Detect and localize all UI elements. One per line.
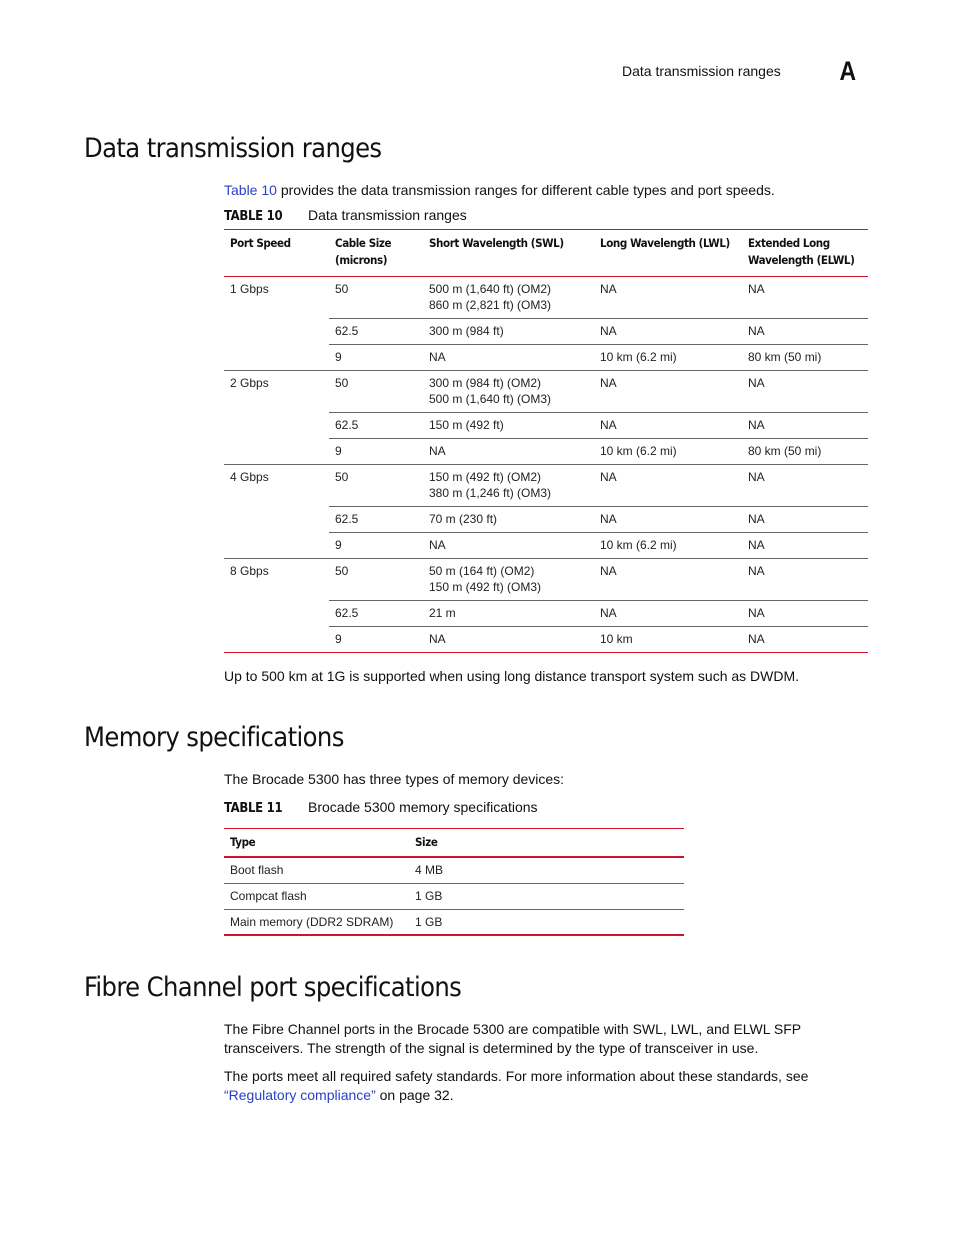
table-row [224,857,684,883]
port-speed-cell: 8 Gbps [230,564,269,578]
port-speed-cell [224,627,329,653]
swl-cell [423,277,594,319]
lwl-cell: NA [594,507,742,533]
running-header: Data transmission ranges [622,63,781,79]
port-speed-cell [224,413,329,439]
section-heading-data-transmission: Data transmission ranges [84,133,382,164]
column-header: Size [415,835,438,849]
port-speed-cell [224,439,329,465]
port-speed-cell [224,319,329,345]
memory-size-cell: 1 GB [415,914,443,929]
swl-line: 150 m (492 ft) (OM2) [429,470,542,484]
port-speed-cell [224,533,329,559]
elwl-cell: NA [742,601,868,627]
column-header: Short Wavelength (SWL) [429,236,564,250]
memory-intro: The Brocade 5300 has three types of memory devices: [224,771,565,787]
swl-cell: NA [423,345,594,371]
table11-title: Brocade 5300 memory specifications [308,799,538,815]
elwl-cell: NA [742,277,868,319]
lwl-cell: NA [594,371,742,413]
section-heading-memory-specifications: Memory specifications [84,722,344,753]
table10-link[interactable]: Table 10 [224,182,277,198]
fibre-channel-para1: The Fibre Channel ports in the Brocade 5300 are compatible with SWL, LWL, and ELWL SFP transceivers. The strength of the signal is determined by the type of transceiver in use. [224,1021,801,1056]
elwl-cell: NA [742,507,868,533]
elwl-cell: NA [742,559,868,601]
lwl-cell: NA [594,277,742,319]
appendix-letter: A [839,56,857,86]
table11-body [224,857,684,935]
cable-size-cell: 62.5 [329,507,423,533]
memory-spec-table [224,828,684,936]
port-speed-cell: 2 Gbps [230,376,269,390]
table-row [224,627,868,653]
swl-line: 500 m (1,640 ft) (OM3) [429,392,552,406]
table-row [224,909,684,935]
lwl-cell: 10 km (6.2 mi) [594,533,742,559]
cable-size-cell: 62.5 [329,319,423,345]
memory-size-cell: 1 GB [409,883,684,909]
column-header: Extended Long Wavelength (ELWL) [748,236,855,267]
elwl-cell: NA [742,319,868,345]
table-row [224,371,868,413]
column-header: Long Wavelength (LWL) [600,236,730,250]
port-speed-cell: 4 Gbps [230,470,269,484]
cable-size-cell: 50 [329,277,423,319]
cable-size-cell: 62.5 [329,413,423,439]
table-row [224,507,868,533]
long-distance-note: Up to 500 km at 1G is supported when using long distance transport system such as DWDM. [224,668,800,684]
cable-size-cell: 9 [329,439,423,465]
swl-cell [423,371,594,413]
swl-line: 380 m (1,246 ft) (OM3) [429,486,552,500]
swl-line: 860 m (2,821 ft) (OM3) [429,298,552,312]
table-header-row [224,829,684,858]
cable-size-cell: 50 [329,371,423,413]
section-heading-fibre-channel: Fibre Channel port specifications [84,972,462,1003]
swl-cell [423,465,594,507]
cable-size-cell: 50 [329,465,423,507]
table-row [224,345,868,371]
lwl-cell: 10 km [600,632,633,646]
table-row [224,883,684,909]
table-row [224,465,868,507]
swl-line: 50 m (164 ft) (OM2) [429,564,535,578]
cable-size-cell: 62.5 [329,601,423,627]
swl-cell: NA [429,632,446,646]
elwl-cell: NA [742,371,868,413]
elwl-cell: NA [748,632,765,646]
swl-line: 500 m (1,640 ft) (OM2) [429,282,552,296]
port-speed-cell [224,601,329,627]
table-row [224,277,868,319]
memory-type-cell: Boot flash [224,857,409,883]
data-transmission-table [224,229,868,653]
table10-intro-text: provides the data transmission ranges for different cable types and port speeds. [276,182,775,198]
lwl-cell: 10 km (6.2 mi) [594,439,742,465]
elwl-cell: NA [742,465,868,507]
elwl-cell: 80 km (50 mi) [742,439,868,465]
swl-cell: NA [423,533,594,559]
elwl-cell: NA [742,413,868,439]
table10-intro [224,181,864,200]
table-row [224,559,868,601]
cable-size-cell: 9 [335,632,342,646]
elwl-cell: NA [742,533,868,559]
table-row [224,439,868,465]
table10-body [224,277,868,653]
regulatory-compliance-link[interactable]: “Regulatory compliance” [224,1087,376,1103]
port-speed-cell: 1 Gbps [230,282,269,296]
para2-rest: on page 32. [375,1087,454,1103]
lwl-cell: NA [594,465,742,507]
table-row [224,533,868,559]
table-header-row [224,230,868,277]
table11-number: TABLE 11 [224,801,283,816]
cable-size-cell: 9 [329,533,423,559]
table11-caption [224,799,538,816]
swl-line: 150 m (492 ft) (OM3) [429,580,542,594]
fibre-channel-para2 [224,1067,854,1105]
swl-cell: 150 m (492 ft) [423,413,594,439]
table-row [224,413,868,439]
swl-cell: 300 m (984 ft) [423,319,594,345]
memory-size-cell: 4 MB [409,857,684,883]
column-header: Type [230,835,256,849]
lwl-cell: NA [594,319,742,345]
port-speed-cell [224,345,329,371]
swl-line: 300 m (984 ft) (OM2) [429,376,542,390]
cable-size-cell: 9 [329,345,423,371]
port-speed-cell [224,507,329,533]
table10-caption [224,207,467,224]
swl-cell: NA [423,439,594,465]
memory-type-cell: Main memory (DDR2 SDRAM) [230,914,394,929]
column-header: Cable Size (microns) [335,236,392,267]
lwl-cell: NA [594,413,742,439]
lwl-cell: NA [594,559,742,601]
table-row [224,319,868,345]
swl-cell: 21 m [423,601,594,627]
table-row [224,601,868,627]
cable-size-cell: 50 [329,559,423,601]
elwl-cell: 80 km (50 mi) [742,345,868,371]
swl-cell [423,559,594,601]
table10-title: Data transmission ranges [308,207,467,223]
para2-text: The ports meet all required safety standards. For more information about these standards, see [224,1068,809,1084]
swl-cell: 70 m (230 ft) [423,507,594,533]
column-header: Port Speed [230,236,291,250]
lwl-cell: 10 km (6.2 mi) [594,345,742,371]
table10-number: TABLE 10 [224,209,283,224]
lwl-cell: NA [594,601,742,627]
memory-type-cell: Compcat flash [224,883,409,909]
